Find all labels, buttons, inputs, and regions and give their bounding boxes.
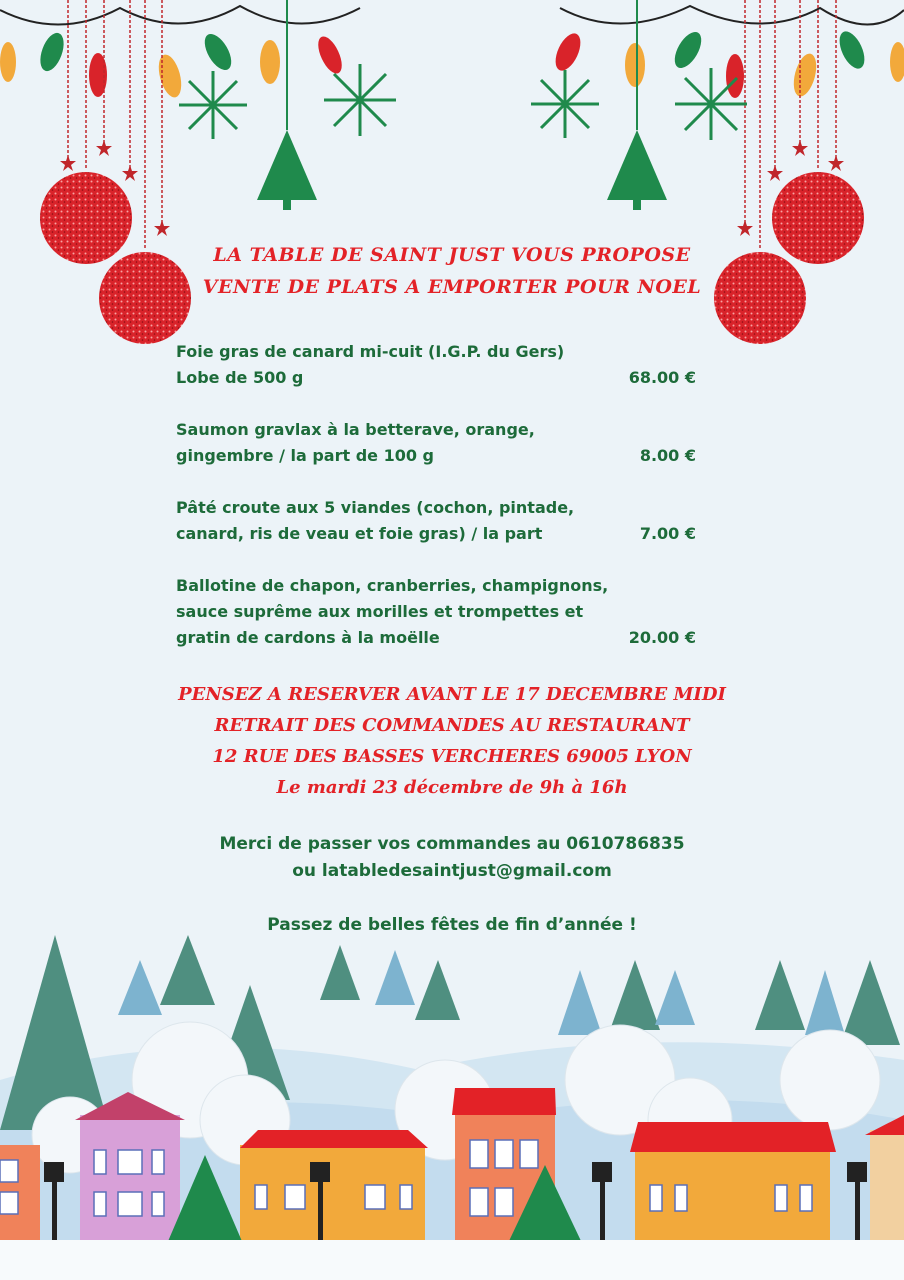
dish-price: 7.00 € — [639, 524, 696, 543]
contact-phone-line: Merci de passer vos commandes au 0610786835 — [219, 834, 685, 854]
holiday-greeting: Passez de belles fêtes de fin d’année ! — [267, 915, 637, 935]
dish-description-line: Ballotine de chapon, cranberries, champignons, — [176, 576, 609, 595]
dish-description-line: Foie gras de canard mi-cuit (I.G.P. du Gers) — [176, 342, 565, 361]
address-notice: 12 RUE DES BASSES VERCHERES 69005 LYON — [212, 746, 692, 767]
christmas-ornaments-decoration — [0, 0, 904, 360]
dish-price: 68.00 € — [628, 368, 696, 387]
pickup-notice: RETRAIT DES COMMANDES AU RESTAURANT — [214, 715, 690, 736]
light-bulb-icon — [0, 30, 347, 100]
menu-item — [176, 417, 696, 469]
title-line-1: LA TABLE DE SAINT JUST VOUS PROPOSE — [213, 244, 691, 266]
dish-description-line: Pâté croute aux 5 viandes (cochon, pintade, — [176, 498, 575, 517]
dish-description-line: Saumon gravlax à la betterave, orange, — [176, 420, 535, 439]
pickup-date-notice: Le mardi 23 décembre de 9h à 16h — [276, 777, 628, 798]
dish-description-line: gingembre / la part de 100 g — [176, 446, 434, 465]
menu-item — [176, 573, 696, 651]
star-icon — [60, 140, 844, 236]
dish-price: 8.00 € — [639, 446, 696, 465]
christmas-tree-icon — [257, 0, 667, 210]
reservation-notice: PENSEZ A RESERVER AVANT LE 17 DECEMBRE MIDI — [178, 684, 726, 705]
pine-tree-icon — [118, 950, 845, 1035]
dish-description-line: gratin de cardons à la moëlle — [176, 628, 440, 647]
dish-description-line: sauce suprême aux morilles et trompettes et — [176, 602, 584, 621]
winter-village-illustration — [0, 930, 904, 1280]
contact-email-line: ou latabledesaintjust@gmail.com — [292, 861, 612, 881]
dish-description-line: canard, ris de veau et foie gras) / la part — [176, 524, 543, 543]
menu-item — [176, 339, 696, 391]
title-line-2: VENTE DE PLATS A EMPORTER POUR NOEL — [202, 276, 702, 298]
dish-price: 20.00 € — [628, 628, 696, 647]
dish-description-line: Lobe de 500 g — [176, 368, 304, 387]
menu-item — [176, 495, 696, 547]
